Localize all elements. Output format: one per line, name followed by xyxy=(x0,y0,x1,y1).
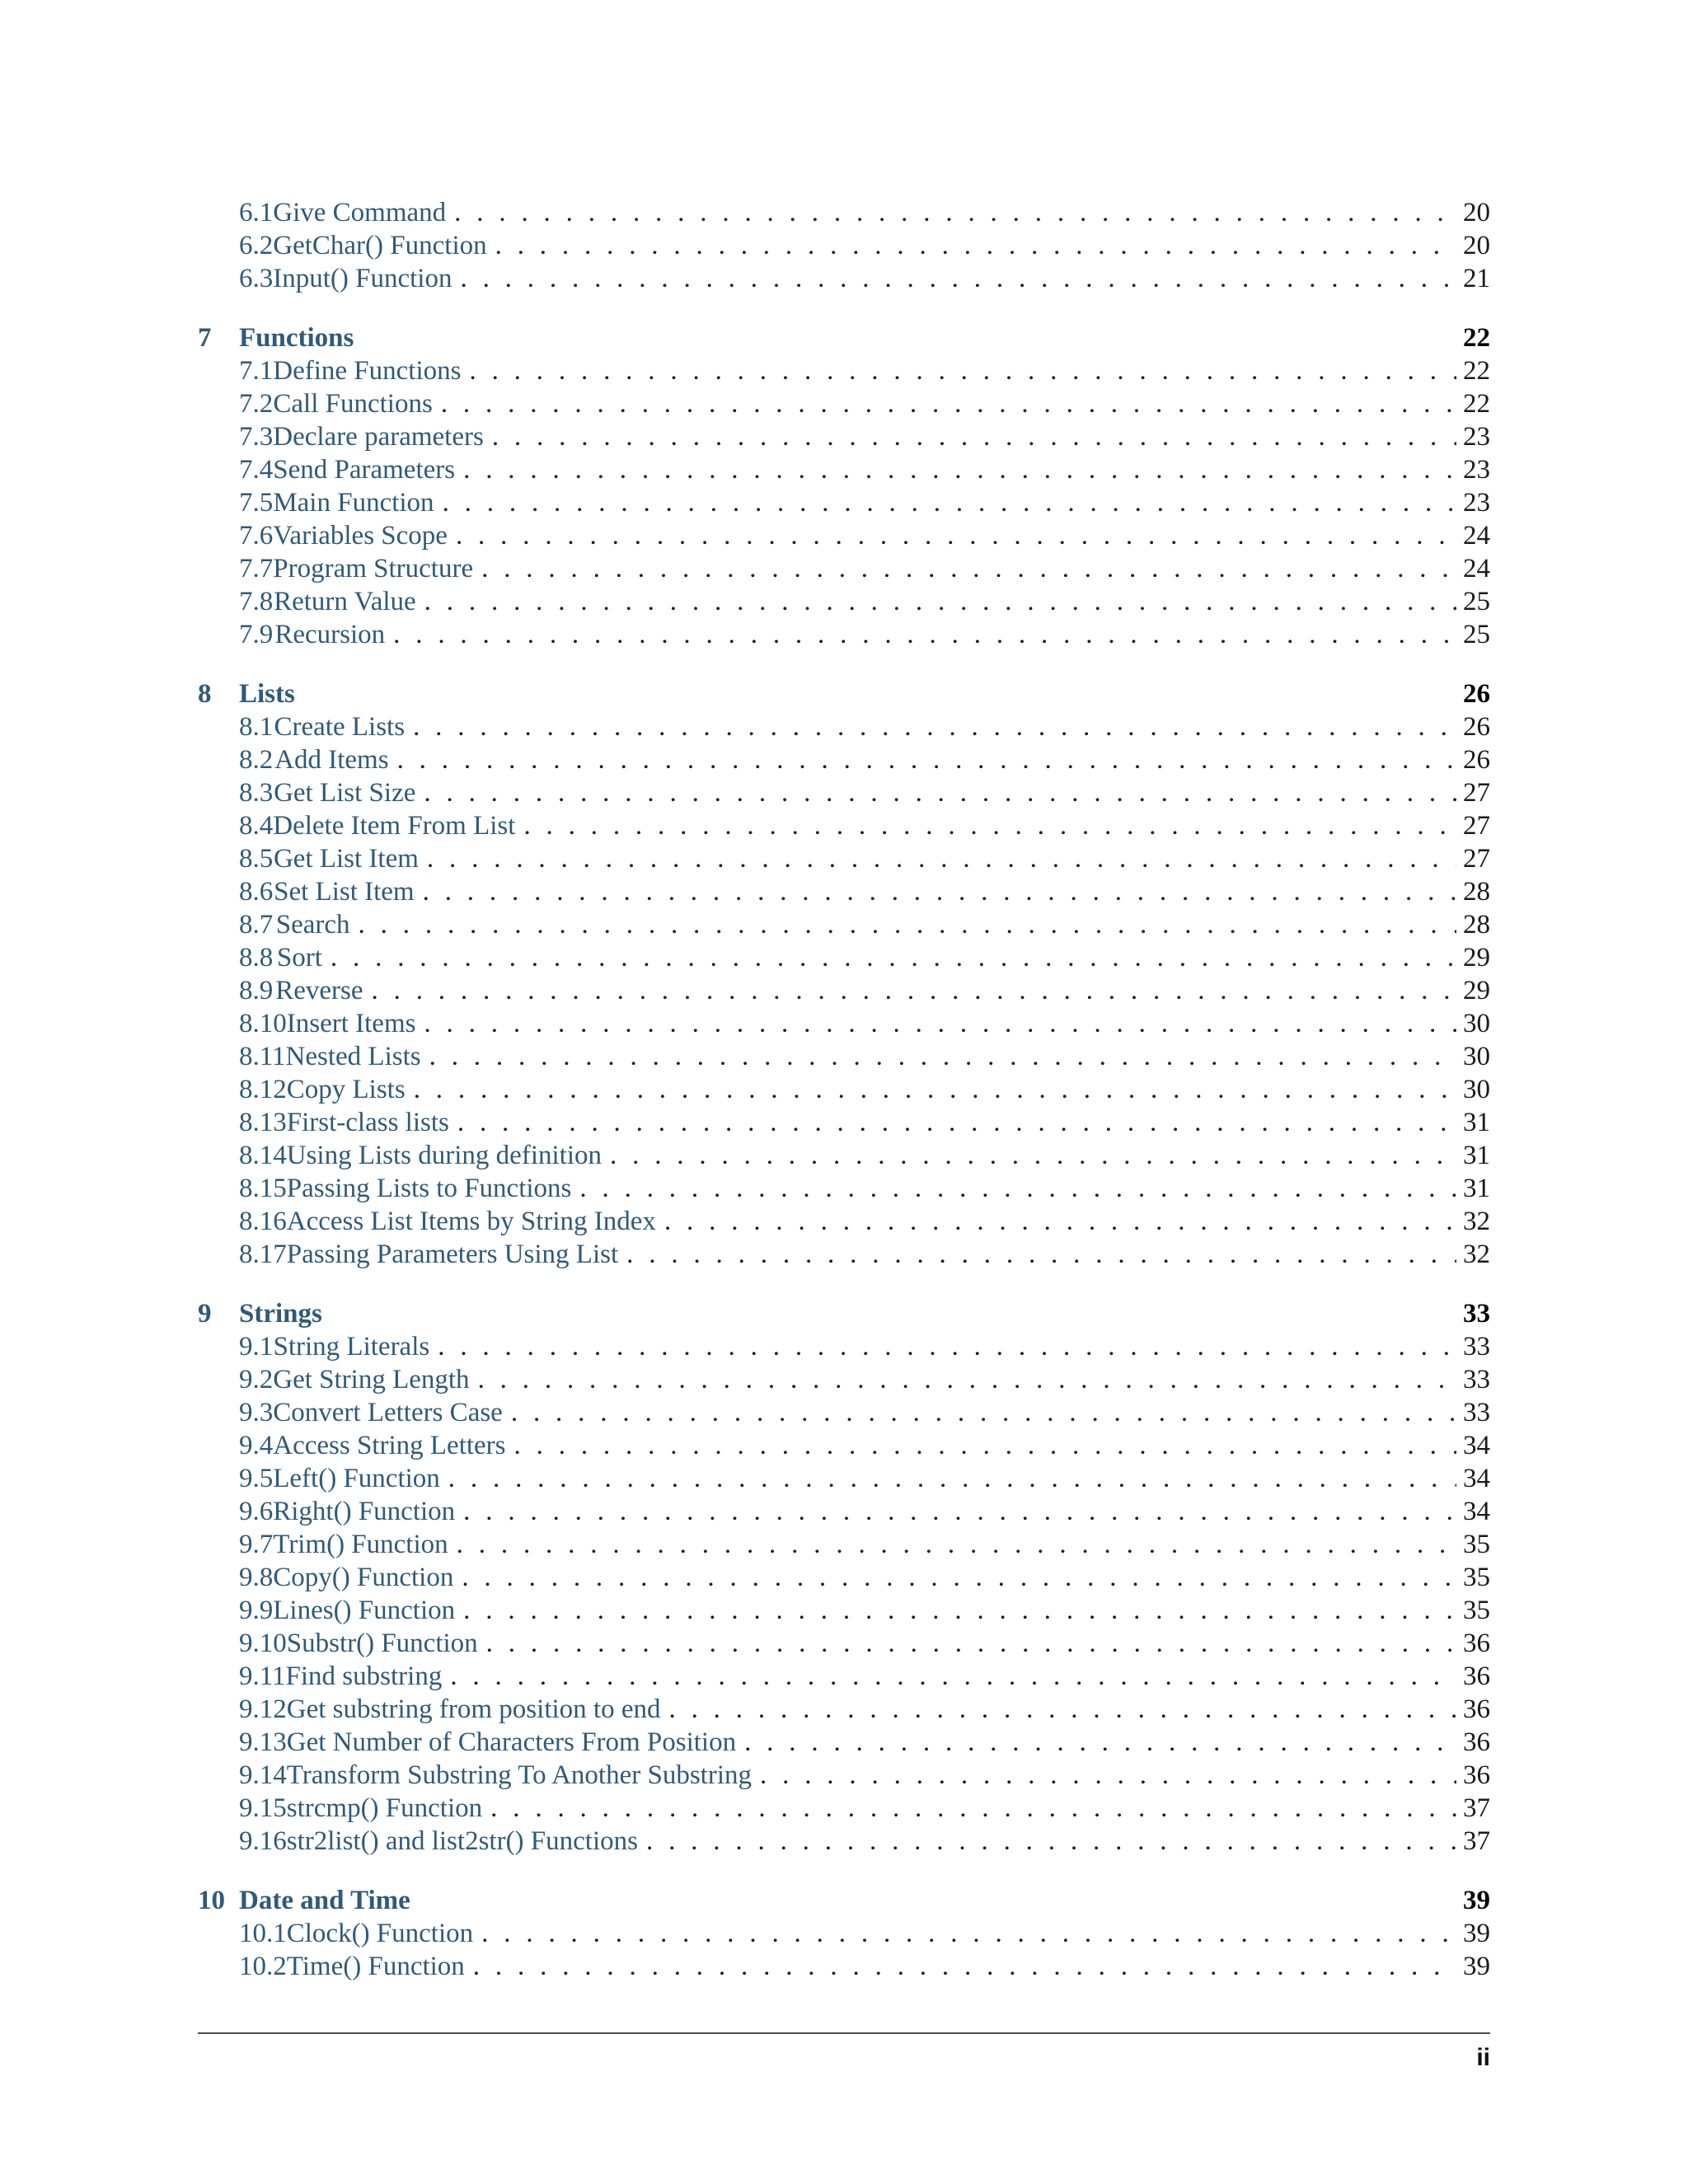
toc-entry-title[interactable]: Copy Lists xyxy=(286,1075,406,1104)
toc-entry-number: 9.9 xyxy=(239,1596,274,1625)
dot-leader xyxy=(481,552,1456,585)
dot-leader xyxy=(429,1040,1456,1073)
toc-entry-title[interactable]: Substr() Function xyxy=(286,1629,478,1658)
toc-entry[interactable] xyxy=(198,875,1490,908)
toc-entry-page: 25 xyxy=(1463,587,1490,616)
toc-entry[interactable] xyxy=(198,1693,1490,1726)
toc-entry-title[interactable]: Give Command xyxy=(273,198,447,227)
toc-entry-number: 9.11 xyxy=(239,1661,286,1691)
toc-entry-page: 31 xyxy=(1463,1174,1490,1203)
toc-entry[interactable] xyxy=(198,229,1490,262)
toc-entry-title[interactable]: Define Functions xyxy=(273,356,462,386)
toc-entry[interactable] xyxy=(198,1495,1490,1528)
toc-entry[interactable] xyxy=(198,1561,1490,1594)
toc-entry-page: 30 xyxy=(1463,1042,1490,1071)
toc-entry[interactable] xyxy=(198,941,1490,974)
toc-entry-number: 8.14 xyxy=(239,1141,287,1170)
toc-entry-title[interactable]: Get substring from position to end xyxy=(286,1694,661,1724)
toc-entry-page: 23 xyxy=(1463,455,1490,485)
toc-entry-title[interactable]: Trim() Function xyxy=(273,1530,448,1559)
toc-entry-page: 27 xyxy=(1463,844,1490,874)
dot-leader xyxy=(456,519,1456,552)
footer-rule xyxy=(198,2032,1490,2034)
toc-entry-title[interactable]: Copy() Function xyxy=(273,1563,454,1592)
toc-entry-number: 7.7 xyxy=(239,554,274,583)
dot-leader xyxy=(457,1528,1456,1561)
toc-entry-title[interactable]: Insert Items xyxy=(286,1009,416,1038)
toc-entry[interactable] xyxy=(198,1238,1490,1271)
dot-leader xyxy=(413,710,1456,743)
toc-entry-number: 7.4 xyxy=(239,455,274,485)
toc-entry-page: 27 xyxy=(1463,778,1490,808)
toc-entry[interactable] xyxy=(198,1825,1490,1858)
toc-entry-title[interactable]: Access String Letters xyxy=(273,1431,506,1460)
dot-leader xyxy=(414,1073,1456,1106)
toc-entry-number: 8.5 xyxy=(239,844,274,874)
dot-leader xyxy=(478,1363,1456,1396)
dot-leader xyxy=(424,776,1456,809)
toc-entry-page: 39 xyxy=(1463,1952,1490,1981)
toc-chapter-number: 8 xyxy=(198,679,212,709)
toc-entry-title[interactable]: Access List Items by String Index xyxy=(286,1207,656,1236)
toc-entry-title[interactable]: Passing Parameters Using List xyxy=(286,1240,619,1269)
dot-leader xyxy=(744,1726,1456,1759)
dot-leader xyxy=(514,1429,1456,1462)
toc-entry-title[interactable]: Time() Function xyxy=(286,1952,465,1981)
toc-entry-page: 34 xyxy=(1463,1497,1490,1526)
toc-entry-title[interactable]: strcmp() Function xyxy=(286,1793,483,1823)
toc-entry-title[interactable]: Sort xyxy=(276,943,322,972)
toc-entry-page: 34 xyxy=(1463,1431,1490,1460)
toc-entry-number: 8.6 xyxy=(239,877,274,907)
toc-entry[interactable] xyxy=(198,842,1490,875)
toc-entry-number: 8.11 xyxy=(239,1042,286,1071)
dot-leader xyxy=(393,618,1456,651)
toc-entry-title[interactable]: Set List Item xyxy=(274,877,415,907)
toc-entry-title[interactable]: Find substring xyxy=(285,1661,443,1691)
toc-entry[interactable] xyxy=(198,1172,1490,1205)
toc-chapter-group xyxy=(198,321,1490,651)
toc-chapter-heading[interactable] xyxy=(198,1884,1490,1917)
dot-leader xyxy=(441,387,1456,420)
dot-leader xyxy=(495,229,1456,262)
dot-leader xyxy=(450,1660,1456,1693)
dot-leader xyxy=(424,1007,1456,1040)
toc-entry[interactable] xyxy=(198,1040,1490,1073)
toc-entry-number: 9.8 xyxy=(239,1563,274,1592)
toc-entry-number: 6.2 xyxy=(239,231,274,260)
dot-leader xyxy=(397,743,1456,776)
table-of-contents xyxy=(198,196,1490,1983)
toc-chapter-title[interactable]: Date and Time xyxy=(239,1886,410,1915)
toc-entry-title[interactable]: First-class lists xyxy=(286,1108,449,1137)
toc-chapter-group xyxy=(198,1884,1490,1983)
toc-entry-title[interactable]: Reverse xyxy=(275,976,363,1005)
toc-entry[interactable] xyxy=(198,1660,1490,1693)
toc-entry-number: 9.16 xyxy=(239,1826,287,1856)
toc-entry-page: 22 xyxy=(1463,356,1490,386)
toc-entry[interactable] xyxy=(198,908,1490,941)
toc-entry-title[interactable]: GetChar() Function xyxy=(273,231,487,260)
dot-leader xyxy=(486,1627,1456,1660)
toc-chapter-number: 10 xyxy=(198,1886,225,1915)
toc-entry[interactable] xyxy=(198,1759,1490,1792)
toc-continued-group xyxy=(198,196,1490,295)
toc-entry-title[interactable]: Passing Lists to Functions xyxy=(286,1174,572,1203)
toc-entry[interactable] xyxy=(198,1627,1490,1660)
toc-entry-title[interactable]: Call Functions xyxy=(273,389,433,419)
dot-leader xyxy=(443,486,1456,519)
toc-entry-page: 24 xyxy=(1463,554,1490,583)
dot-leader xyxy=(523,809,1456,842)
toc-entry-number: 8.7 xyxy=(239,910,274,940)
toc-chapter-page: 26 xyxy=(1463,679,1490,709)
toc-entry-page: 34 xyxy=(1463,1464,1490,1493)
toc-entry-page: 30 xyxy=(1463,1075,1490,1104)
toc-entry[interactable] xyxy=(198,743,1490,776)
toc-entry-page: 36 xyxy=(1463,1629,1490,1658)
dot-leader xyxy=(511,1396,1456,1429)
toc-chapter-page: 33 xyxy=(1463,1299,1490,1329)
toc-entry-page: 36 xyxy=(1463,1694,1490,1724)
toc-entry-title[interactable]: Input() Function xyxy=(273,264,452,293)
toc-entry-page: 31 xyxy=(1463,1141,1490,1170)
toc-entry-number: 8.15 xyxy=(239,1174,287,1203)
toc-entry-number: 7.8 xyxy=(239,587,274,616)
toc-entry[interactable] xyxy=(198,1205,1490,1238)
toc-entry-page: 23 xyxy=(1463,488,1490,518)
toc-chapter-title[interactable]: Lists xyxy=(239,679,295,709)
toc-chapter-heading[interactable] xyxy=(198,1297,1490,1330)
toc-entry-page: 20 xyxy=(1463,231,1490,260)
toc-chapter-page: 39 xyxy=(1463,1886,1490,1915)
toc-entry-number: 7.3 xyxy=(239,422,274,452)
toc-entry-page: 23 xyxy=(1463,422,1490,452)
toc-entry-number: 8.9 xyxy=(239,976,274,1005)
toc-entry[interactable] xyxy=(198,1330,1490,1363)
dot-leader xyxy=(469,354,1456,387)
toc-chapter-number: 9 xyxy=(198,1299,212,1329)
toc-entry-page: 36 xyxy=(1463,1661,1490,1691)
toc-entry-number: 9.5 xyxy=(239,1464,274,1493)
toc-entry-title[interactable]: Transform Substring To Another Substring xyxy=(286,1760,752,1790)
toc-entry[interactable] xyxy=(198,1462,1490,1495)
toc-entry[interactable] xyxy=(198,1139,1490,1172)
toc-chapters xyxy=(198,321,1490,1983)
toc-entry[interactable] xyxy=(198,387,1490,420)
toc-entry-number: 8.4 xyxy=(239,811,274,841)
toc-entry-number: 8.2 xyxy=(239,745,274,775)
toc-entry[interactable] xyxy=(198,1363,1490,1396)
toc-entry[interactable] xyxy=(198,974,1490,1007)
toc-entry-page: 31 xyxy=(1463,1108,1490,1137)
toc-entry-page: 24 xyxy=(1463,521,1490,551)
toc-entry-page: 29 xyxy=(1463,976,1490,1005)
toc-entry-page: 21 xyxy=(1463,264,1490,293)
toc-entry-page: 28 xyxy=(1463,910,1490,940)
toc-entry-title[interactable]: Delete Item From List xyxy=(273,811,516,841)
toc-entry[interactable] xyxy=(198,420,1490,453)
toc-entry-number: 10.2 xyxy=(239,1952,287,1981)
toc-entry-number: 8.8 xyxy=(239,943,274,972)
dot-leader xyxy=(331,941,1456,974)
toc-entry-number: 9.15 xyxy=(239,1793,287,1823)
toc-entry[interactable] xyxy=(198,519,1490,552)
toc-entry-page: 26 xyxy=(1463,712,1490,742)
toc-entry-title[interactable]: Add Items xyxy=(274,745,389,775)
dot-leader xyxy=(460,262,1456,295)
dot-leader xyxy=(646,1825,1456,1858)
toc-chapter-heading[interactable] xyxy=(198,677,1490,710)
toc-entry-page: 27 xyxy=(1463,811,1490,841)
toc-entry-number: 7.5 xyxy=(239,488,274,518)
toc-entry-number: 7.1 xyxy=(239,356,274,386)
toc-entry-number: 9.13 xyxy=(239,1727,287,1757)
toc-entry-title[interactable]: Get Number of Characters From Position xyxy=(286,1727,737,1757)
dot-leader xyxy=(427,842,1456,875)
toc-chapter-page: 22 xyxy=(1463,323,1490,353)
toc-entry-number: 8.12 xyxy=(239,1075,287,1104)
toc-entry-page: 36 xyxy=(1463,1760,1490,1790)
toc-chapter-group xyxy=(198,677,1490,1271)
toc-chapter-number: 7 xyxy=(198,323,212,353)
toc-entry-title[interactable]: Convert Letters Case xyxy=(273,1398,503,1427)
toc-entry-page: 35 xyxy=(1463,1563,1490,1592)
toc-entry[interactable] xyxy=(198,776,1490,809)
toc-chapter-heading[interactable] xyxy=(198,321,1490,354)
toc-entry-page: 26 xyxy=(1463,745,1490,775)
toc-entry-number: 7.2 xyxy=(239,389,274,419)
dot-leader xyxy=(760,1759,1456,1792)
toc-entry-page: 33 xyxy=(1463,1365,1490,1394)
toc-entry-number: 8.10 xyxy=(239,1009,287,1038)
toc-entry-number: 8.13 xyxy=(239,1108,287,1137)
dot-leader xyxy=(457,1106,1456,1139)
toc-entry-title[interactable]: String Literals xyxy=(273,1332,430,1361)
dot-leader xyxy=(372,974,1457,1007)
toc-entry[interactable] xyxy=(198,710,1490,743)
toc-entry-title[interactable]: Recursion xyxy=(274,620,386,649)
toc-entry[interactable] xyxy=(198,585,1490,618)
toc-entry-number: 6.3 xyxy=(239,264,274,293)
page-number: ii xyxy=(1476,2044,1490,2071)
toc-entry[interactable] xyxy=(198,1429,1490,1462)
toc-entry-title[interactable]: Return Value xyxy=(274,587,416,616)
toc-entry[interactable] xyxy=(198,1528,1490,1561)
toc-entry[interactable] xyxy=(198,618,1490,651)
toc-entry[interactable] xyxy=(198,1950,1490,1983)
toc-entry-page: 35 xyxy=(1463,1530,1490,1559)
toc-entry[interactable] xyxy=(198,552,1490,585)
dot-leader xyxy=(579,1172,1456,1205)
toc-entry-number: 10.1 xyxy=(239,1919,287,1948)
toc-entry-number: 6.1 xyxy=(239,198,274,227)
toc-entry-number: 9.12 xyxy=(239,1694,287,1724)
toc-entry-number: 7.6 xyxy=(239,521,274,551)
toc-entry[interactable] xyxy=(198,1792,1490,1825)
toc-entry-title[interactable]: Search xyxy=(275,910,350,940)
dot-leader xyxy=(462,1561,1456,1594)
toc-entry-title[interactable]: Program Structure xyxy=(273,554,474,583)
toc-entry-title[interactable]: Get String Length xyxy=(273,1365,470,1394)
dot-leader xyxy=(668,1693,1456,1726)
toc-entry-title[interactable]: Create Lists xyxy=(274,712,406,742)
dot-leader xyxy=(473,1950,1456,1983)
dot-leader xyxy=(664,1205,1456,1238)
toc-entry-number: 9.14 xyxy=(239,1760,287,1790)
toc-entry[interactable] xyxy=(198,262,1490,295)
toc-entry-number: 9.1 xyxy=(239,1332,274,1361)
dot-leader xyxy=(463,1495,1456,1528)
toc-chapter-group xyxy=(198,1297,1490,1858)
toc-entry-page: 20 xyxy=(1463,198,1490,227)
toc-entry[interactable] xyxy=(198,486,1490,519)
toc-entry-number: 9.7 xyxy=(239,1530,274,1559)
toc-entry-title[interactable]: Lines() Function xyxy=(273,1596,456,1625)
toc-entry-title[interactable]: Variables Scope xyxy=(273,521,448,551)
toc-entry-title[interactable]: str2list() and list2str() Functions xyxy=(286,1826,638,1856)
toc-entry-page: 36 xyxy=(1463,1727,1490,1757)
dot-leader xyxy=(626,1238,1456,1271)
toc-entry-title[interactable]: Clock() Function xyxy=(286,1919,474,1948)
toc-entry-title[interactable]: Nested Lists xyxy=(285,1042,421,1071)
toc-entry[interactable] xyxy=(198,809,1490,842)
dot-leader xyxy=(359,908,1456,941)
toc-entry-title[interactable]: Left() Function xyxy=(273,1464,440,1493)
dot-leader xyxy=(463,453,1456,486)
toc-entry[interactable] xyxy=(198,1396,1490,1429)
toc-entry-page: 32 xyxy=(1463,1207,1490,1236)
toc-entry[interactable] xyxy=(198,1106,1490,1139)
toc-entry-number: 9.4 xyxy=(239,1431,274,1460)
toc-chapter-title[interactable]: Functions xyxy=(239,323,354,353)
toc-entry[interactable] xyxy=(198,453,1490,486)
toc-entry-page: 25 xyxy=(1463,620,1490,649)
dot-leader xyxy=(424,585,1456,618)
dot-leader xyxy=(490,1792,1456,1825)
toc-entry-number: 8.1 xyxy=(239,712,274,742)
dot-leader xyxy=(448,1462,1456,1495)
toc-entry-page: 37 xyxy=(1463,1793,1490,1823)
toc-entry-page: 22 xyxy=(1463,389,1490,419)
toc-entry[interactable] xyxy=(198,354,1490,387)
toc-entry[interactable] xyxy=(198,1007,1490,1040)
toc-entry-title[interactable]: Main Function xyxy=(273,488,434,518)
toc-entry-number: 9.2 xyxy=(239,1365,274,1394)
dot-leader xyxy=(481,1917,1456,1950)
toc-entry-title[interactable]: Get List Item xyxy=(273,844,419,874)
toc-entry-number: 8.17 xyxy=(239,1240,287,1269)
toc-entry-number: 8.16 xyxy=(239,1207,287,1236)
toc-entry[interactable] xyxy=(198,1726,1490,1759)
toc-entry-title[interactable]: Get List Size xyxy=(274,778,416,808)
toc-entry-title[interactable]: Right() Function xyxy=(273,1497,456,1526)
toc-entry-number: 8.3 xyxy=(239,778,274,808)
toc-entry[interactable] xyxy=(198,1073,1490,1106)
toc-entry-title[interactable]: Send Parameters xyxy=(273,455,456,485)
dot-leader xyxy=(492,420,1456,453)
dot-leader xyxy=(463,1594,1456,1627)
toc-entry-number: 9.10 xyxy=(239,1629,287,1658)
toc-entry-page: 29 xyxy=(1463,943,1490,972)
toc-entry-page: 28 xyxy=(1463,877,1490,907)
toc-entry-number: 9.6 xyxy=(239,1497,274,1526)
toc-entry-page: 35 xyxy=(1463,1596,1490,1625)
toc-entry[interactable] xyxy=(198,1917,1490,1950)
toc-entry-title[interactable]: Using Lists during definition xyxy=(286,1141,602,1170)
toc-entry[interactable] xyxy=(198,1594,1490,1627)
toc-entry[interactable] xyxy=(198,196,1490,229)
dot-leader xyxy=(438,1330,1456,1363)
toc-entry-number: 9.3 xyxy=(239,1398,274,1427)
toc-chapter-title[interactable]: Strings xyxy=(239,1299,322,1329)
toc-entry-title[interactable]: Declare parameters xyxy=(273,422,484,452)
toc-entry-page: 30 xyxy=(1463,1009,1490,1038)
dot-leader xyxy=(610,1139,1456,1172)
toc-entry-number: 7.9 xyxy=(239,620,274,649)
toc-entry-page: 33 xyxy=(1463,1332,1490,1361)
dot-leader xyxy=(454,196,1456,229)
toc-entry-page: 37 xyxy=(1463,1826,1490,1856)
toc-entry-page: 33 xyxy=(1463,1398,1490,1427)
toc-entry-page: 32 xyxy=(1463,1240,1490,1269)
toc-entry-page: 39 xyxy=(1463,1919,1490,1948)
dot-leader xyxy=(423,875,1456,908)
